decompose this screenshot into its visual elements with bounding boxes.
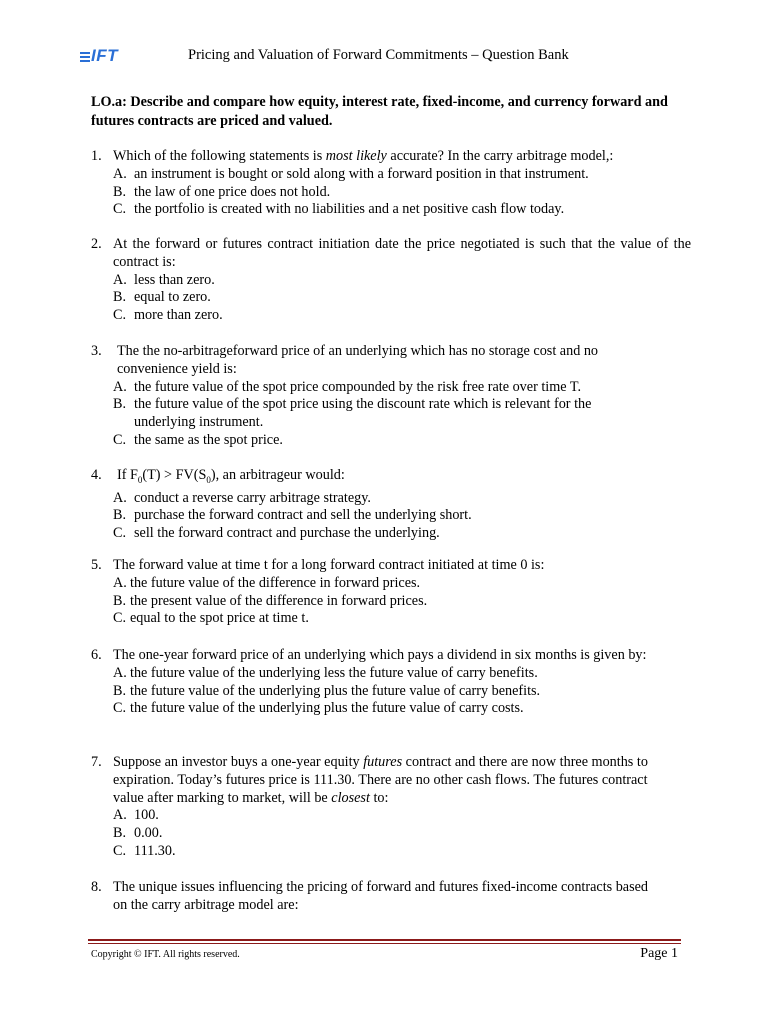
- option-c: C. sell the forward contract and purchase the underlying.: [113, 525, 440, 542]
- header-title: Pricing and Valuation of Forward Commitments – Question Bank: [188, 47, 569, 63]
- option-c: C. the same as the spot price.: [113, 431, 283, 448]
- question-5: [91, 557, 691, 628]
- question-stem: Which of the following statements is most likely accurate? In the carry arbitrage model,:: [113, 148, 614, 164]
- footer-divider: [88, 939, 681, 941]
- option-c: C. the future value of the underlying plus the future value of carry costs.: [113, 700, 524, 717]
- question-stem: Suppose an investor buys a one-year equity futures contract and there are now three months to expiration. Today’s futures price is 111.30. There are no other cash flows. The futures contract value after marking to market, will be closest to:: [113, 754, 648, 806]
- option-b: B. 0.00.: [113, 825, 163, 842]
- option-a: A. 100.: [113, 807, 159, 824]
- question-number: 3.: [91, 343, 102, 359]
- option-c: C. equal to the spot price at time t.: [113, 610, 309, 627]
- question-3: [91, 343, 691, 450]
- option-c: C. the portfolio is created with no liabilities and a net positive cash flow today.: [113, 201, 565, 218]
- option-a: A. conduct a reverse carry arbitrage strategy.: [113, 489, 371, 506]
- option-a: A. the future value of the difference in forward prices.: [113, 574, 421, 591]
- option-a: A. an instrument is bought or sold along with a forward position in that instrument.: [113, 165, 589, 182]
- option-b: B. the law of one price does not hold.: [113, 183, 331, 200]
- page-number: Page 1: [640, 946, 678, 961]
- question-number: 8.: [91, 879, 102, 895]
- learning-outcome-heading: LO.a: Describe and compare how equity, interest rate, fixed-income, and currency forward and futures contracts are priced and valued.: [91, 94, 668, 129]
- question-7: [91, 754, 691, 861]
- question-1: [91, 148, 691, 219]
- option-b: B. equal to zero.: [113, 289, 211, 306]
- option-b: B. the future value of the spot price using the discount rate which is relevant for the underlying instrument.: [113, 396, 592, 431]
- option-a: A. less than zero.: [113, 271, 215, 288]
- question-stem: The one-year forward price of an underlying which pays a dividend in six months is given by:: [113, 647, 647, 663]
- option-c: C. 111.30.: [113, 842, 176, 859]
- ift-logo: [80, 46, 118, 66]
- option-b: B. purchase the forward contract and sell the underlying short.: [113, 507, 472, 524]
- question-4: [91, 467, 691, 543]
- question-number: 7.: [91, 754, 102, 770]
- question-2: [91, 236, 691, 325]
- question-8: [91, 879, 691, 915]
- question-number: 5.: [91, 557, 102, 573]
- copyright-notice: Copyright © IFT. All rights reserved.: [91, 949, 240, 960]
- option-c: C. more than zero.: [113, 307, 223, 324]
- question-stem: If $F_0(T) > FV(S_0)$, an arbitrageur would:: [117, 467, 345, 485]
- option-a: A. the future value of the spot price compounded by the risk free rate over time T.: [113, 378, 582, 395]
- option-a: A. the future value of the underlying less the future value of carry benefits.: [113, 664, 538, 681]
- footer-divider-thin: [88, 943, 681, 944]
- question-number: 6.: [91, 647, 102, 663]
- page-header: [80, 46, 700, 68]
- question-stem: The forward value at time t for a long forward contract initiated at time 0 is:: [113, 557, 545, 573]
- question-number: 2.: [91, 236, 102, 252]
- logo-bars-icon: [80, 50, 90, 64]
- question-number: 1.: [91, 148, 102, 164]
- question-stem: At the forward or futures contract initiation date the price negotiated is such that the value of the contract is:: [113, 236, 691, 270]
- option-b: B. the present value of the difference in forward prices.: [113, 592, 428, 609]
- logo-text: IFT: [91, 46, 118, 65]
- option-b: B. the future value of the underlying plus the future value of carry benefits.: [113, 682, 541, 699]
- question-stem: The unique issues influencing the pricing of forward and futures fixed-income contracts based on the carry arbitrage model are:: [113, 879, 649, 913]
- question-number: 4.: [91, 467, 102, 483]
- question-6: [91, 647, 691, 718]
- question-stem: The the no-arbitrageforward price of an underlying which has no storage cost and no convenience yield is:: [117, 343, 599, 377]
